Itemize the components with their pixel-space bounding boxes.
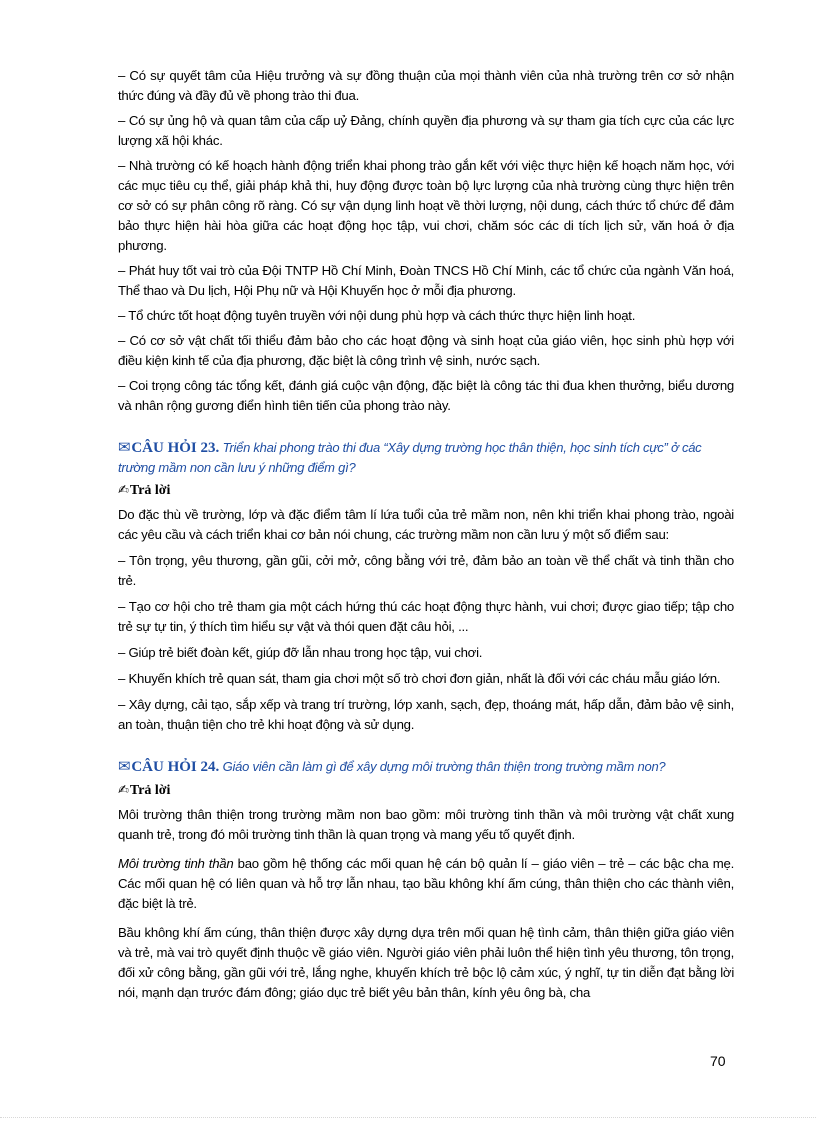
envelope-icon: ✉	[118, 757, 131, 775]
writing-hand-icon: ✍	[118, 483, 129, 498]
answer-heading-label: Trả lời	[129, 783, 171, 798]
q23-paragraph-4: – Giúp trẻ biết đoàn kết, giúp đỡ lẫn nhau trong học tập, vui chơi.	[118, 645, 483, 660]
document-page	[118, 66, 734, 1012]
intro-paragraph-4: – Phát huy tốt vai trò của Đội TNTP Hồ Chí Minh, Đoàn TNCS Hồ Chí Minh, các tổ chức của ngành Văn hoá, Thể thao và Du lịch, Hội Phụ nữ và Hội Khuyến học ở mỗi địa phương.	[118, 263, 734, 298]
question-24-label: CÂU HỎI 24.	[131, 759, 220, 775]
question-23-label: CÂU HỎI 23.	[131, 440, 220, 456]
answer-heading-label: Trả lời	[129, 483, 171, 498]
writing-hand-icon: ✍	[118, 783, 129, 798]
question-24-heading	[118, 757, 734, 777]
intro-paragraph-5: – Tổ chức tốt hoạt động tuyên truyền với nội dung phù hợp và cách thức thực hiện linh hoạt.	[118, 308, 636, 323]
intro-paragraph-6: – Có cơ sở vật chất tối thiểu đảm bảo cho các hoạt động và sinh hoạt của giáo viên, học sinh phù hợp với điều kiện kinh tế của địa phương, đặc biệt là công trình vệ sinh, nước sạch.	[118, 333, 734, 368]
intro-paragraph-1: – Có sự quyết tâm của Hiệu trưởng và sự đồng thuận của mọi thành viên của nhà trường trên cơ sở nhận thức đúng và đầy đủ về phong trào thi đua.	[118, 68, 734, 103]
question-24-answer-heading	[118, 781, 734, 801]
q23-paragraph-6: – Xây dựng, cải tạo, sắp xếp và trang trí trường, lớp xanh, sạch, đẹp, thoáng mát, hấp dẫn, đảm bảo vệ sinh, an toàn, thuận tiện cho trẻ khi hoạt động và sử dụng.	[118, 697, 734, 732]
page-bottom-divider	[0, 1117, 816, 1118]
envelope-icon: ✉	[118, 438, 131, 456]
q24-paragraph-1: Môi trường thân thiện trong trường mầm non bao gồm: môi trường tinh thần và môi trường vật chất xung quanh trẻ, trong đó môi trường tinh thần là quan trọng và mang yếu tố quyết định.	[118, 807, 734, 842]
question-23-text: Triển khai phong trào thi đua “Xây dựng trường học thân thiện, học sinh tích cực” ở các trường mầm non cần lưu ý những điểm gì?	[118, 440, 702, 475]
q24-paragraph-3: Bầu không khí ấm cúng, thân thiện được xây dựng dựa trên mối quan hệ tình cảm, thân thiện giữa giáo viên và trẻ, mà vai trò quyết định thuộc về giáo viên. Người giáo viên phải luôn thể hiện tình yêu thương, tôn trọng, đối xử công bằng, gần gũi với trẻ, lắng nghe, khuyến khích trẻ bộc lộ cảm xúc, ý nghĩ, tự tin diễn đạt bằng lời nói, mạnh dạn trước đám đông; giáo dục trẻ biết yêu bản thân, kính yêu ông bà, cha	[118, 925, 734, 1000]
q24-paragraph-2-rest: bao gồm hệ thống các mối quan hệ cán bộ quản lí – giáo viên – trẻ – các bậc cha mẹ. Các mối quan hệ có liên quan và hỗ trợ lẫn nhau, tạo bầu không khí ấm cúng, thân thiện cho các thành viên, đặc biệt là trẻ.	[118, 856, 734, 911]
q24-paragraph-2	[118, 854, 734, 914]
q23-paragraph-1: Do đặc thù về trường, lớp và đặc điểm tâm lí lứa tuổi của trẻ mầm non, nên khi triển khai phong trào, ngoài các yêu cầu và cách triển khai cơ bản nói chung, các trường mầm non cần lưu ý một số điểm sau:	[118, 507, 734, 542]
question-24-text: Giáo viên cần làm gì để xây dựng môi trường thân thiện trong trường mầm non?	[222, 759, 666, 774]
intro-paragraph-7: – Coi trọng công tác tổng kết, đánh giá cuộc vận động, đặc biệt là công tác thi đua khen thưởng, biểu dương và nhân rộng gương điển hình tiên tiến của phong trào này.	[118, 378, 734, 413]
intro-paragraph-3: – Nhà trường có kế hoạch hành động triển khai phong trào gắn kết với việc thực hiện kế hoạch năm học, với các mục tiêu cụ thể, giải pháp khả thi, huy động được toàn bộ lực lượng của nhà trường cùng thực hiện trên cơ sở có sự phân công rõ ràng. Có sự vận dụng linh hoạt về thời lượng, nội dung, cách thức tổ chức để đảm bảo thực hiện hài hòa giữa các hoạt động học tập, vui chơi, chăm sóc các di tích lịch sử, văn hoá ở địa phương.	[118, 158, 734, 253]
q23-paragraph-5: – Khuyến khích trẻ quan sát, tham gia chơi một số trò chơi đơn giản, nhất là đối với các cháu mẫu giáo lớn.	[118, 671, 721, 686]
intro-paragraph-2: – Có sự ủng hộ và quan tâm của cấp uỷ Đảng, chính quyền địa phương và sự tham gia tích cực của các lực lượng xã hội khác.	[118, 113, 734, 148]
q23-paragraph-3: – Tạo cơ hội cho trẻ tham gia một cách hứng thú các hoạt động thực hành, vui chơi; được giao tiếp; tập cho trẻ sự tự tin, ý thích tìm hiểu sự vật và thói quen đặt câu hỏi, ...	[118, 599, 734, 634]
q24-paragraph-2-lead: Môi trường tinh thần	[118, 856, 234, 871]
question-23-heading	[118, 438, 734, 477]
question-23-answer-heading	[118, 481, 734, 501]
page-number: 70	[710, 1053, 726, 1069]
q23-paragraph-2: – Tôn trọng, yêu thương, gần gũi, cởi mở, công bằng với trẻ, đảm bảo an toàn về thể chất và tinh thần cho trẻ.	[118, 553, 734, 588]
